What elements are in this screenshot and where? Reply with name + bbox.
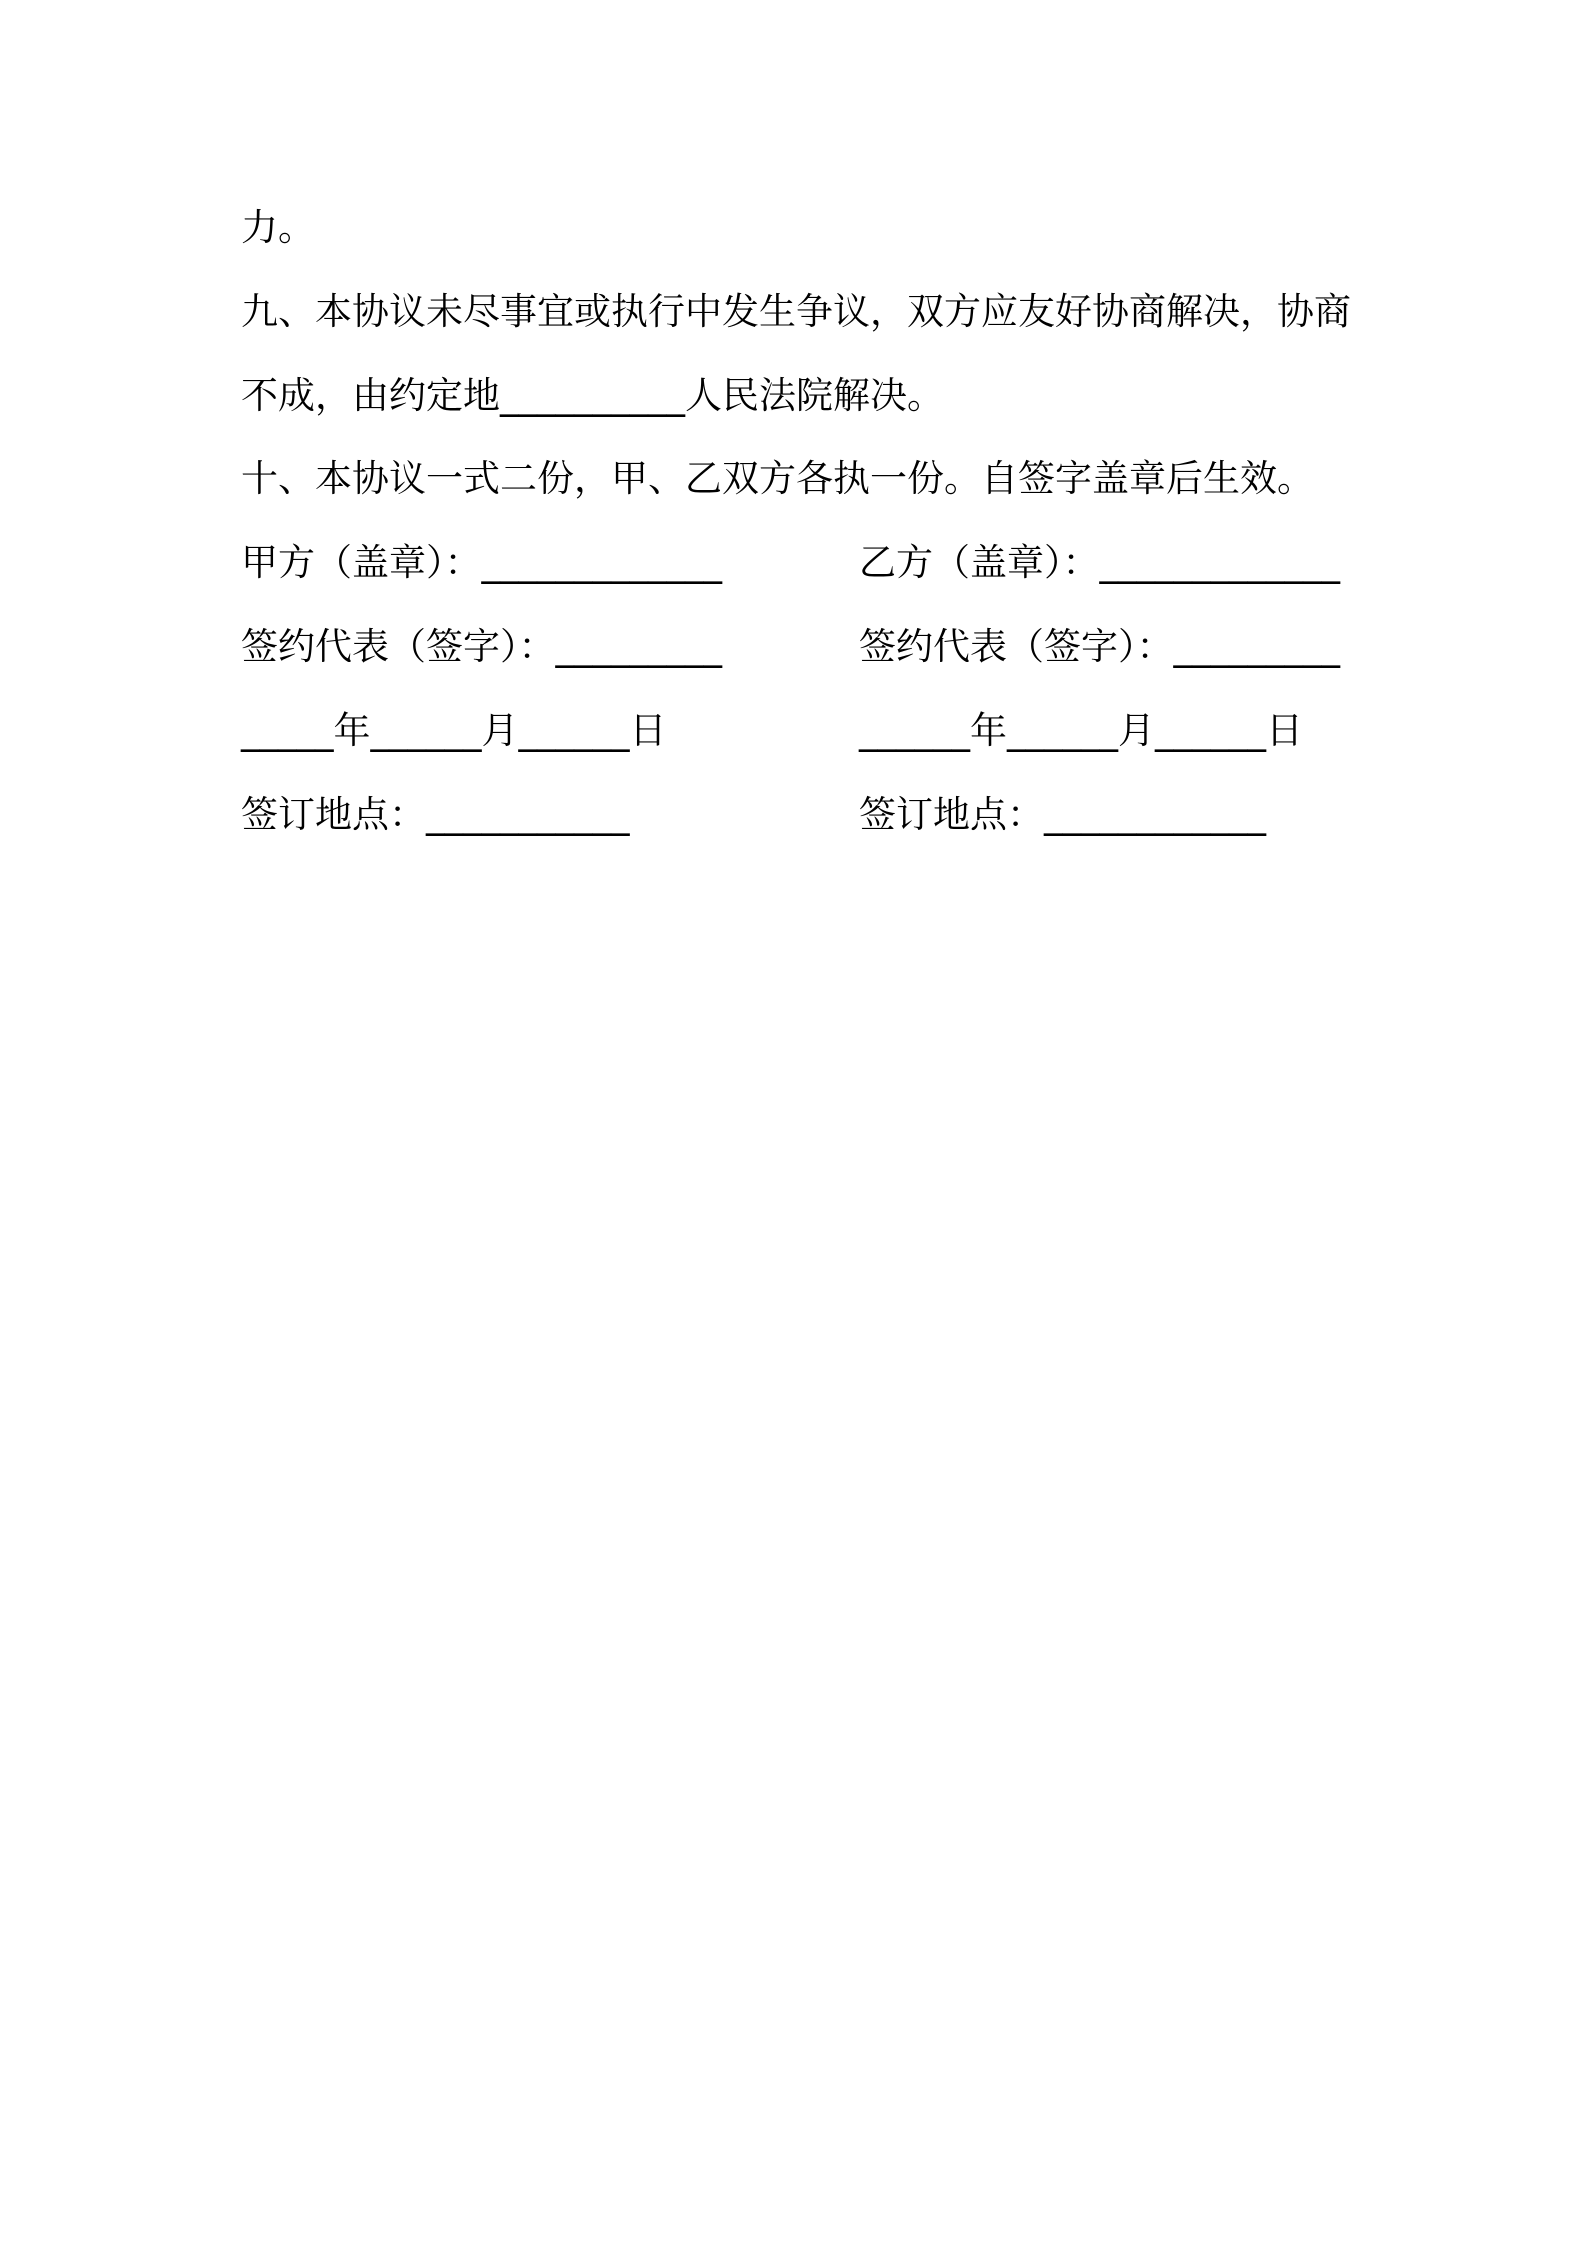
party-b-representative: 签约代表（签字）：_________ — [859, 625, 1340, 668]
clause-10: 十、本协议一式二份，甲、乙双方各执一份。自签字盖章后生效。 — [241, 457, 1314, 500]
party-a-place: 签订地点：___________ — [241, 793, 630, 836]
party-a-representative: 签约代表（签字）：_________ — [241, 625, 722, 668]
party-b-seal: 乙方（盖章）：_____________ — [859, 541, 1340, 584]
party-a-seal: 甲方（盖章）：_____________ — [241, 541, 722, 584]
party-b-date: ______年______月______日 — [859, 709, 1303, 752]
continuation-text: 力。 — [241, 206, 315, 249]
party-a-date: _____年______月______日 — [241, 709, 667, 752]
clause-9-line-2: 不成，由约定地__________人民法院解决。 — [241, 374, 944, 417]
clause-9-line-1: 九、本协议未尽事宜或执行中发生争议，双方应友好协商解决，协商 — [241, 290, 1351, 333]
party-b-place: 签订地点：____________ — [859, 793, 1266, 836]
